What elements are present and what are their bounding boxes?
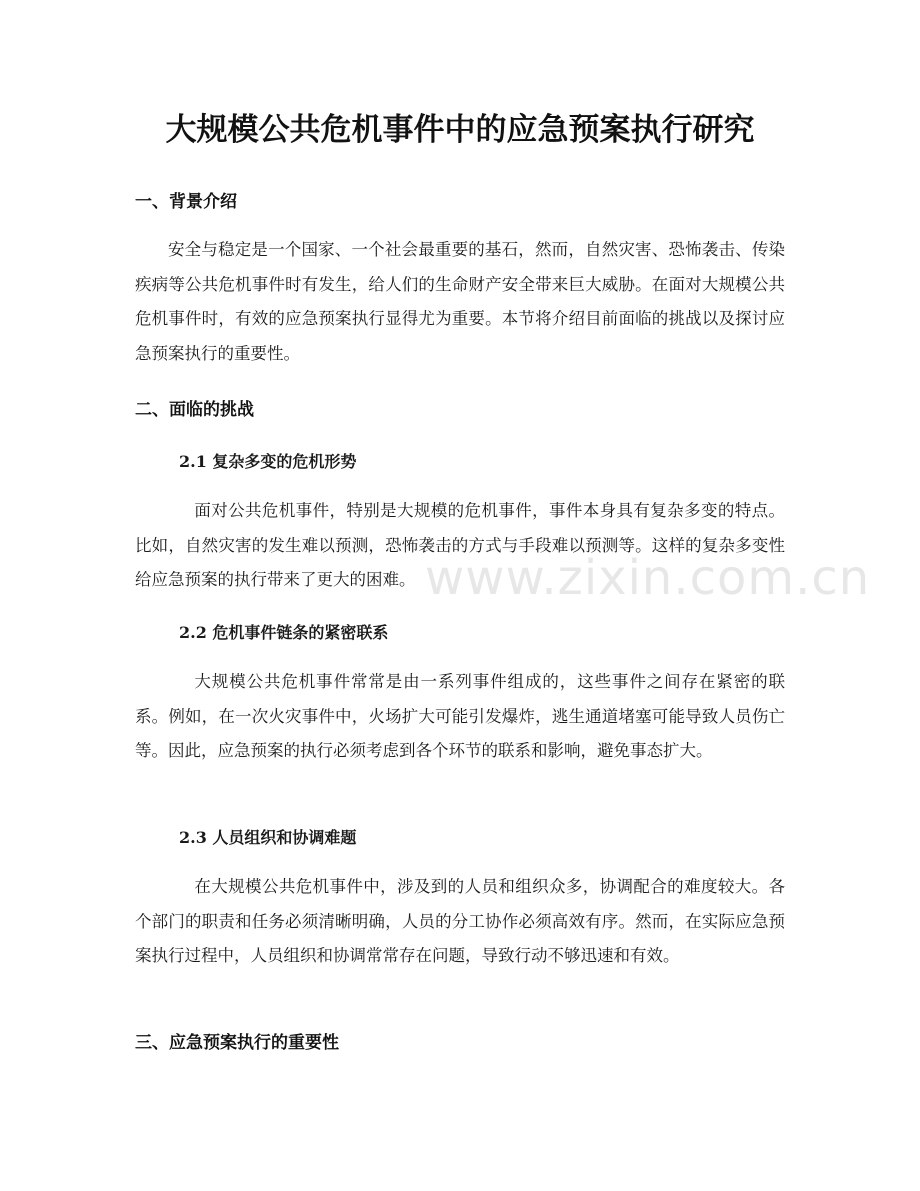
subsection-heading-2-1: 2.1 复杂多变的危机形势 — [179, 452, 357, 471]
section-heading-importance: 三、应急预案执行的重要性 — [135, 1033, 339, 1053]
watermark-text: www.zixin.com.cn — [425, 550, 871, 606]
section-heading-background: 一、背景介绍 — [135, 192, 237, 212]
subsection-heading-2-2: 2.2 危机事件链条的紧密联系 — [179, 623, 389, 642]
subsection-heading-2-3: 2.3 人员组织和协调难题 — [179, 828, 357, 847]
paragraph-2-3: 在大规模公共危机事件中，涉及到的人员和组织众多，协调配合的难度较大。各个部门的职责和任务必须清晰明确，人员的分工协作必须高效有序。然而，在实际应急预案执行过程中，人员组织和协调常常存在问题，导致行动不够迅速和有效。 — [135, 877, 785, 965]
document-title: 大规模公共危机事件中的应急预案执行研究 — [165, 112, 755, 148]
section-heading-challenges: 二、面临的挑战 — [135, 400, 254, 420]
paragraph-2-2: 大规模公共危机事件常常是由一系列事件组成的，这些事件之间存在紧密的联系。例如，在一次火灾事件中，火场扩大可能引发爆炸，逃生通道堵塞可能导致人员伤亡等。因此，应急预案的执行必须考虑到各个环节的联系和影响，避免事态扩大。 — [135, 672, 785, 760]
paragraph-background: 安全与稳定是一个国家、一个社会最重要的基石，然而，自然灾害、恐怖袭击、传染疾病等公共危机事件时有发生，给人们的生命财产安全带来巨大威胁。在面对大规模公共危机事件时，有效的应急预案执行显得尤为重要。本节将介绍目前面临的挑战以及探讨应急预案执行的重要性。 — [135, 240, 785, 363]
paragraph-2-1: 面对公共危机事件，特别是大规模的危机事件，事件本身具有复杂多变的特点。比如，自然灾害的发生难以预测，恐怖袭击的方式与手段难以预测等。这样的复杂多变性给应急预案的执行带来了更大的困难。 — [135, 501, 785, 589]
